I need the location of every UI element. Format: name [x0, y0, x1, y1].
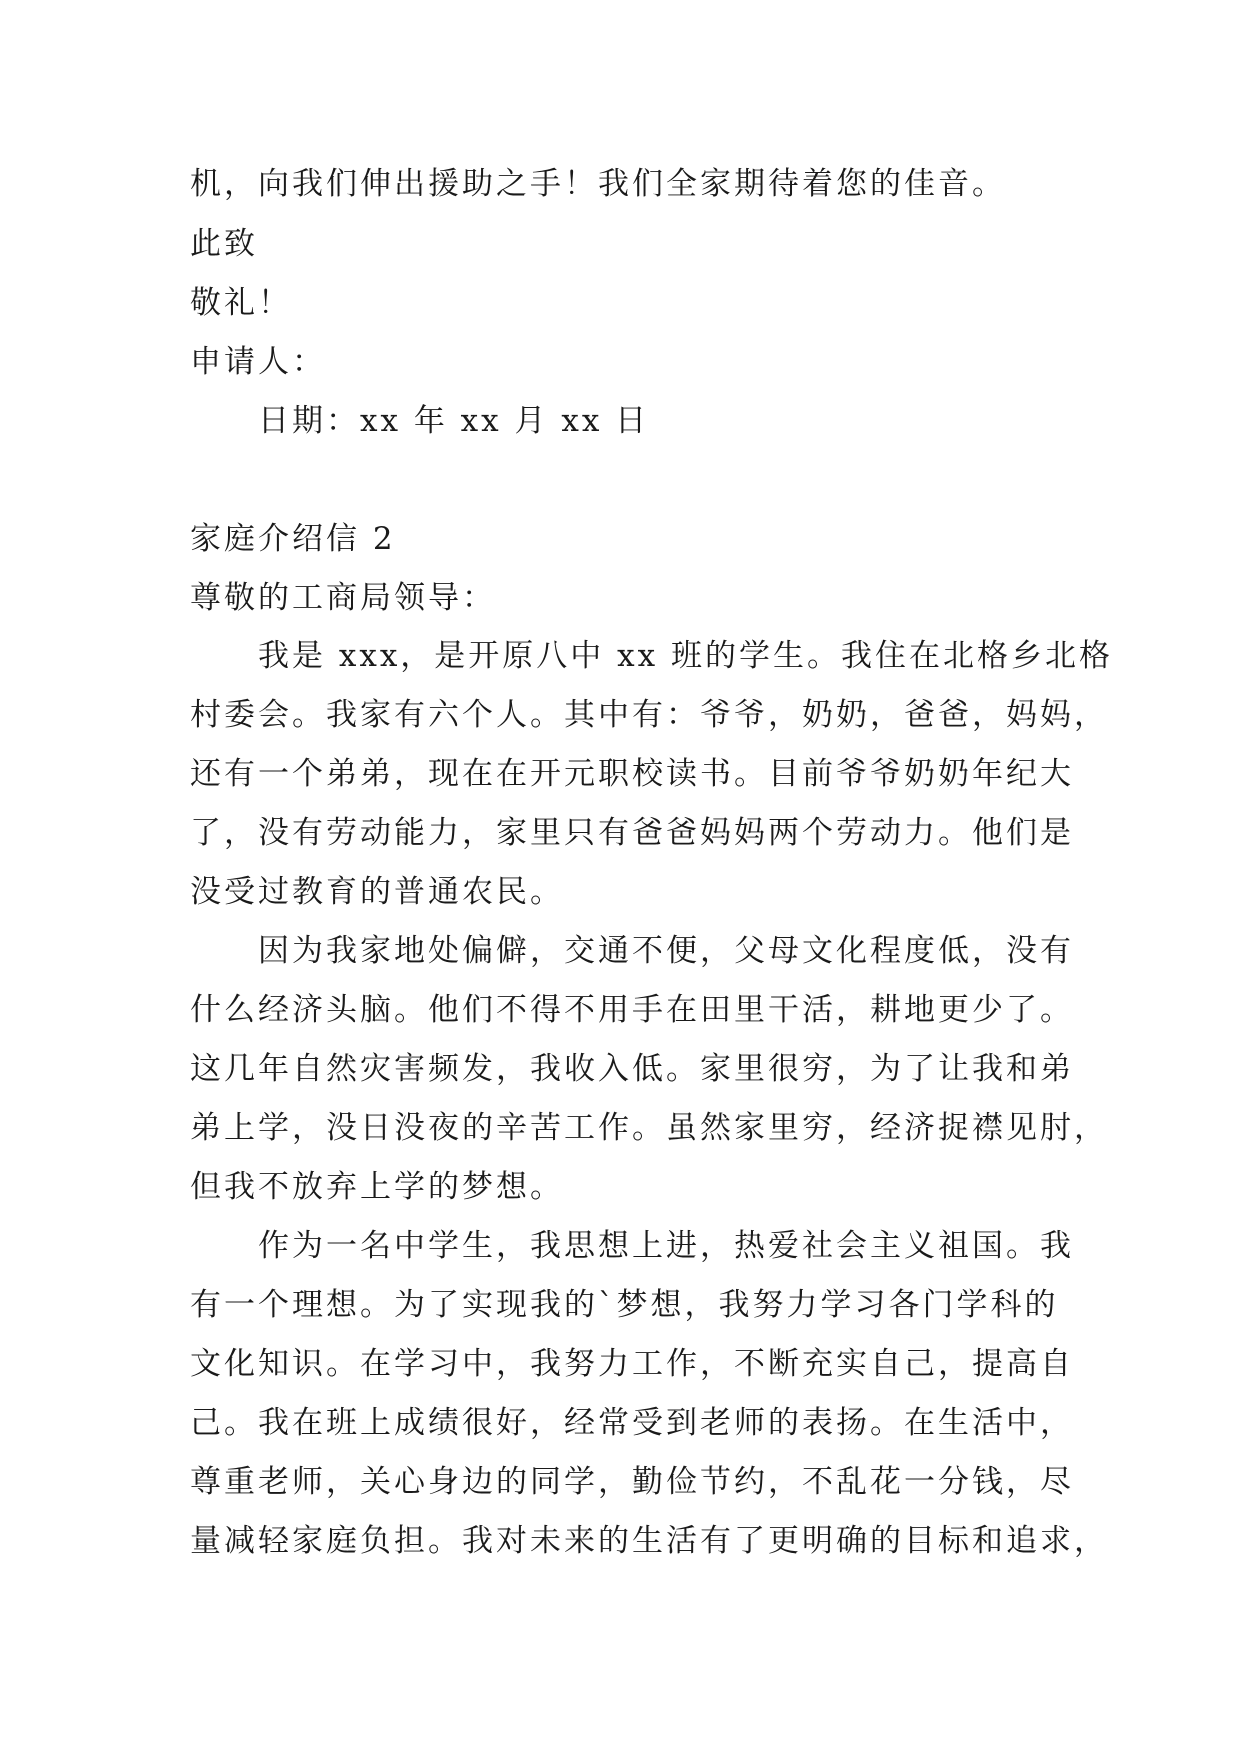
paragraph-line: 村委会。我家有六个人。其中有：爷爷，奶奶，爸爸，妈妈， [190, 697, 1108, 733]
paragraph-line: 文化知识。在学习中，我努力工作，不断充实自己，提高自 [190, 1346, 1074, 1382]
applicant-label: 申请人： [190, 344, 326, 380]
paragraph-line: 了，没有劳动能力，家里只有爸爸妈妈两个劳动力。他们是 [190, 815, 1074, 851]
paragraph-line: 弟上学，没日没夜的辛苦工作。虽然家里穷，经济捉襟见肘， [190, 1110, 1108, 1146]
letter-closing-line: 机，向我们伸出援助之手！我们全家期待着您的佳音。 [190, 166, 1006, 202]
paragraph-line: 什么经济头脑。他们不得不用手在田里干活，耕地更少了。 [190, 992, 1074, 1028]
closing-cizhi: 此致 [190, 226, 258, 262]
section-title: 家庭介绍信 2 [190, 521, 396, 557]
paragraph-line: 没受过教育的普通农民。 [190, 874, 564, 910]
paragraph-line: 作为一名中学生，我思想上进，热爱社会主义祖国。我 [258, 1228, 1074, 1264]
paragraph-line: 但我不放弃上学的梦想。 [190, 1169, 564, 1205]
paragraph-line: 尊重老师，关心身边的同学，勤俭节约，不乱花一分钱，尽 [190, 1464, 1074, 1500]
paragraph-line: 己。我在班上成绩很好，经常受到老师的表扬。在生活中， [190, 1405, 1074, 1441]
closing-jingli: 敬礼！ [190, 285, 292, 321]
salutation: 尊敬的工商局领导： [190, 580, 496, 616]
paragraph-line: 有一个理想。为了实现我的`梦想，我努力学习各门学科的 [190, 1287, 1059, 1323]
paragraph-line: 因为我家地处偏僻，交通不便，父母文化程度低，没有 [258, 933, 1074, 969]
paragraph-line: 量减轻家庭负担。我对未来的生活有了更明确的目标和追求， [190, 1523, 1108, 1559]
paragraph-line: 这几年自然灾害频发，我收入低。家里很穷，为了让我和弟 [190, 1051, 1074, 1087]
paragraph-line: 还有一个弟弟，现在在开元职校读书。目前爷爷奶奶年纪大 [190, 756, 1074, 792]
date-line: 日期：xx 年 xx 月 xx 日 [258, 403, 650, 439]
paragraph-line: 我是 xxx，是开原八中 xx 班的学生。我住在北格乡北格 [258, 638, 1113, 674]
